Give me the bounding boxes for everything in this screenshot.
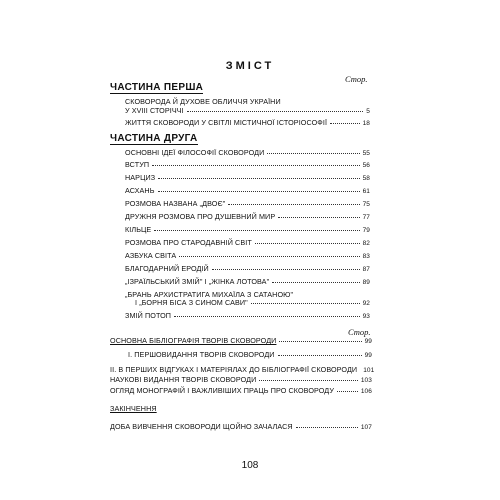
- leader-dots: [187, 110, 364, 112]
- toc-entry-page: 99: [364, 352, 372, 359]
- toc-entry[interactable]: [125, 173, 370, 182]
- leader-dots: [174, 315, 359, 317]
- toc-entry-page: 18: [362, 120, 370, 127]
- leader-dots: [158, 190, 360, 192]
- leader-dots: [251, 302, 360, 304]
- toc-entry-title: АЗБУКА СВІТА: [125, 251, 177, 260]
- toc-entry[interactable]: [125, 212, 370, 221]
- toc-entry-title: „ІЗРАЇЛЬСЬКИЙ ЗМІЙ" І „ЖІНКА ЛОТОВА": [125, 277, 270, 286]
- toc-entry[interactable]: [125, 264, 370, 273]
- leader-dots: [179, 255, 359, 257]
- toc-entry-page: 83: [362, 253, 370, 260]
- toc-entry-title: „БРАНЬ АРХИСТРАТИГА МИХАЇЛА З САТАНОЮ": [125, 290, 294, 299]
- leader-dots: [158, 177, 359, 179]
- toc-entry-page: 56: [362, 162, 370, 169]
- leader-dots: [154, 229, 359, 231]
- toc-entry-title: І. ПЕРШОВИДАННЯ ТВОРІВ СКОВОРОДИ: [128, 350, 275, 359]
- toc-entry-page: 82: [362, 240, 370, 247]
- toc-entry-title: У XVIII СТОРІЧЧІ: [125, 106, 184, 115]
- toc-entry-title: ДРУЖНЯ РОЗМОВА ПРО ДУШЕВНИЙ МИР: [125, 212, 276, 221]
- leader-dots: [152, 164, 359, 166]
- leader-dots: [267, 152, 359, 154]
- toc-entry-page: 106: [360, 388, 372, 395]
- toc-entry[interactable]: [125, 186, 370, 195]
- toc-entry-page: 5: [366, 108, 370, 115]
- toc-entry-page: 61: [362, 188, 370, 195]
- toc-entry[interactable]: [128, 350, 372, 359]
- toc-entry[interactable]: [125, 199, 370, 208]
- toc-entry-title: РОЗМОВА НАЗВАНА „ДВОЄ": [125, 199, 226, 208]
- leader-dots: [272, 281, 359, 283]
- toc-entry[interactable]: [125, 311, 370, 320]
- toc-entry-page: 101: [363, 367, 375, 374]
- leader-dots: [212, 268, 360, 270]
- leader-dots: [296, 426, 358, 428]
- toc-entry-title: НАУКОВІ ВИДАННЯ ТВОРІВ СКОВОРОДИ: [110, 375, 257, 384]
- page-title: ЗМІСТ: [225, 60, 275, 72]
- toc-entry-title: НАРЦИЗ: [125, 173, 156, 182]
- part2-heading: ЧАСТИНА ДРУГА: [110, 133, 198, 144]
- toc-entry-title: АСХАНЬ: [125, 186, 155, 195]
- leader-dots: [330, 122, 360, 124]
- page-number: 108: [241, 460, 259, 471]
- toc-entry[interactable]: [125, 118, 370, 127]
- leader-dots: [255, 242, 360, 244]
- toc-entry-title: І „БОРНЯ БІСА З СИНОМ САВИ": [135, 298, 248, 307]
- leader-dots: [278, 354, 362, 356]
- toc-entry-continuation[interactable]: [135, 298, 370, 307]
- section-heading: ОСНОВНА БІБЛІОГРАФІЯ ТВОРІВ СКОВОРОДИ: [110, 336, 277, 345]
- toc-entry-page: 77: [362, 214, 370, 221]
- toc-entry-page: 92: [362, 300, 370, 307]
- toc-entry-title: ІІ. В ПЕРШИХ ВІДГУКАХ І МАТЕРІЯЛАХ ДО БІБЛІОГРАФІЇ СКОВОРОДИ: [110, 365, 358, 374]
- toc-entry-title: КІЛЬЦЕ: [125, 225, 152, 234]
- toc-entry-title: ОГЛЯД МОНОГРАФІЙ І ВАЖЛИВІШИХ ПРАЦЬ ПРО СКОВОРОДУ: [110, 386, 334, 395]
- page-column-header: Стор.: [345, 74, 368, 84]
- toc-entry-title: РОЗМОВА ПРО СТАРОДАВНІЙ СВІТ: [125, 238, 252, 247]
- toc-entry[interactable]: [125, 97, 370, 106]
- toc-entry-title: ЖИТТЯ СКОВОРОДИ У СВІТЛІ МІСТИЧНОЇ ІСТОРІОСОФІЇ: [125, 118, 328, 127]
- leader-dots: [337, 390, 358, 392]
- toc-entry[interactable]: [110, 336, 372, 345]
- leader-dots: [279, 340, 361, 342]
- leader-dots: [228, 203, 359, 205]
- section-heading: ЗАКІНЧЕННЯ: [110, 404, 157, 413]
- toc-entry[interactable]: [125, 148, 370, 157]
- toc-entry-title: СКОВОРОДА Й ДУХОВЕ ОБЛИЧЧЯ УКРАЇНИ: [125, 97, 281, 106]
- toc-entry[interactable]: [125, 225, 370, 234]
- toc-entry[interactable]: [110, 365, 375, 374]
- toc-entry-page: 99: [364, 338, 372, 345]
- toc-entry[interactable]: [110, 386, 372, 395]
- toc-entry-title: БЛАГОДАРНИЙ ЕРОДІЙ: [125, 264, 209, 273]
- toc-entry[interactable]: [125, 160, 370, 169]
- toc-entry-title: ВСТУП: [125, 160, 150, 169]
- toc-entry[interactable]: [110, 375, 372, 384]
- toc-entry-title: ДОБА ВИВЧЕННЯ СКОВОРОДИ ЩОЙНО ЗАЧАЛАСЯ: [110, 422, 293, 431]
- toc-entry-page: 79: [362, 227, 370, 234]
- toc-entry-page: 93: [362, 313, 370, 320]
- toc-entry-page: 107: [360, 424, 372, 431]
- toc-entry-continuation[interactable]: [125, 106, 370, 115]
- toc-entry[interactable]: [125, 251, 370, 260]
- page-column-header: Стор.: [348, 327, 371, 337]
- toc-entry-page: 103: [360, 377, 372, 384]
- toc-entry-page: 87: [362, 266, 370, 273]
- toc-entry-page: 89: [362, 279, 370, 286]
- section-heading-row[interactable]: [110, 404, 372, 413]
- part1-heading: ЧАСТИНА ПЕРША: [110, 82, 204, 93]
- toc-entry[interactable]: [125, 238, 370, 247]
- leader-dots: [259, 379, 357, 381]
- toc-entry[interactable]: [125, 277, 370, 286]
- toc-entry-page: 55: [362, 150, 370, 157]
- toc-entry-page: 58: [362, 175, 370, 182]
- toc-entry-title: ОСНОВНІ ІДЕЇ ФІЛОСОФІЇ СКОВОРОДИ: [125, 148, 265, 157]
- toc-entry[interactable]: [110, 422, 372, 431]
- leader-dots: [278, 216, 359, 218]
- toc-entry-page: 75: [362, 201, 370, 208]
- toc-entry-title: ЗМІЙ ПОТОП: [125, 311, 172, 320]
